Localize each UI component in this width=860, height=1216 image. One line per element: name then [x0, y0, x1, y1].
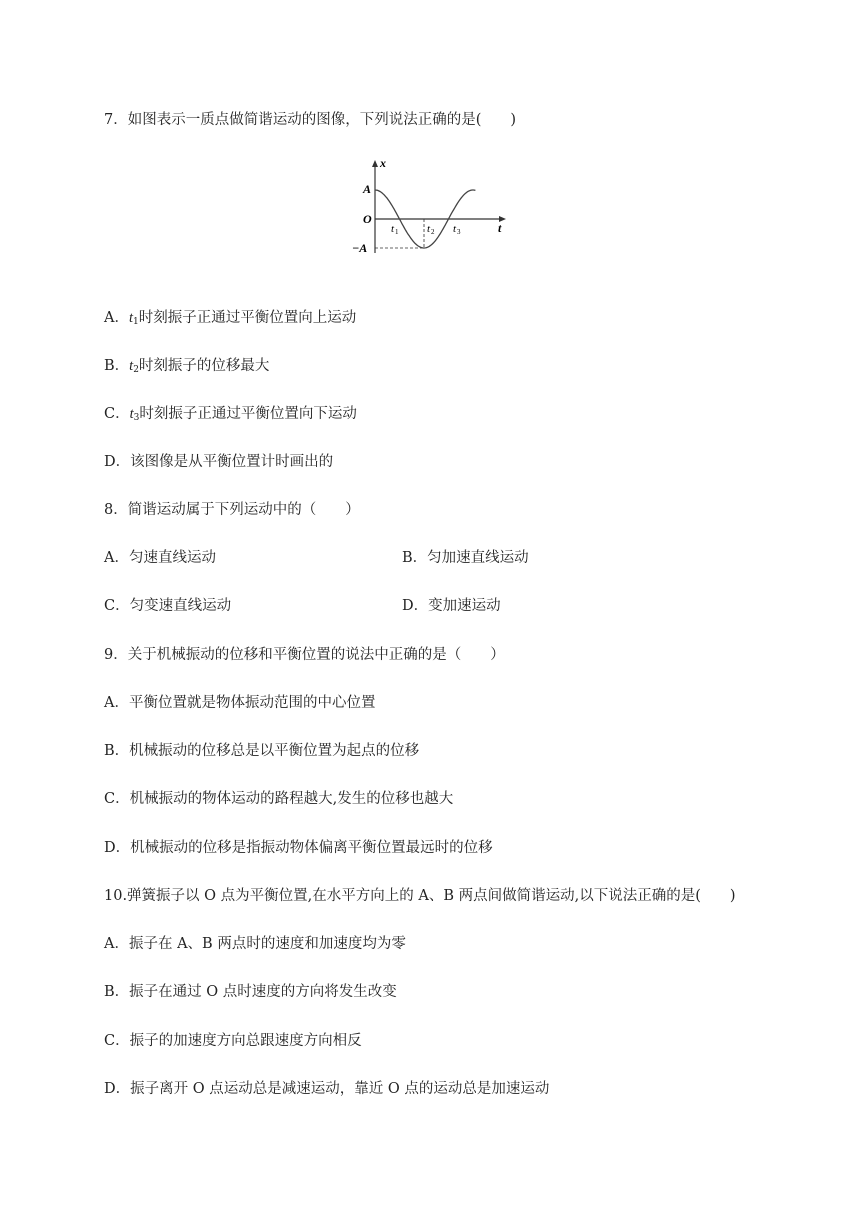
q8-option-b: B．匀加速直线运动 — [402, 550, 529, 566]
neg-amplitude-label: −A — [352, 241, 368, 255]
q7-stem: 7．如图表示一质点做简谐运动的图像，下列说法正确的是( ) — [104, 112, 517, 128]
q7-option-d: D．该图像是从平衡位置计时画出的 — [104, 454, 334, 470]
q9-option-b: B．机械振动的位移总是以平衡位置为起点的位移 — [104, 743, 420, 759]
q8-option-c: C．匀变速直线运动 — [104, 598, 232, 614]
svg-text:t: t — [453, 223, 457, 235]
q8-option-d: D．变加速运动 — [402, 598, 501, 614]
q9-option-d: D．机械振动的位移是指振动物体偏离平衡位置最远时的位移 — [104, 840, 493, 856]
q10-option-c: C．振子的加速度方向总跟速度方向相反 — [104, 1033, 362, 1049]
x-axis-label: t — [498, 221, 502, 235]
t3-label — [453, 223, 461, 236]
q10-option-a: A．振子在 A、B 两点时的速度和加速度均为零 — [104, 936, 406, 952]
q10-option-b: B．振子在通过 O 点时速度的方向将发生改变 — [104, 984, 397, 1000]
q9-option-a: A．平衡位置就是物体振动范围的中心位置 — [104, 695, 376, 711]
origin-label: O — [363, 212, 372, 226]
svg-text:2: 2 — [431, 228, 435, 236]
svg-text:t: t — [391, 223, 395, 235]
svg-text:t: t — [427, 223, 431, 235]
q7-vibration-graph — [350, 158, 510, 268]
q10-stem: 10.弹簧振子以 O 点为平衡位置,在水平方向上的 A、B 两点间做简谐运动,以下说法正确的是( ) — [104, 888, 736, 904]
q9-option-c: C．机械振动的物体运动的路程越大,发生的位移也越大 — [104, 791, 454, 807]
svg-text:3: 3 — [457, 228, 461, 236]
q10-option-d: D．振子离开 O 点运动总是减速运动，靠近 O 点的运动总是加速运动 — [104, 1081, 550, 1097]
t2-label — [427, 223, 435, 236]
y-axis-label: x — [380, 158, 386, 170]
svg-text:1: 1 — [395, 228, 399, 236]
q8-option-a: A．匀速直线运动 — [104, 550, 216, 566]
q7-option-a: A．$t_1$时刻振子正通过平衡位置向上运动 — [104, 310, 357, 327]
q7-option-b: B．$t_2$时刻振子的位移最大 — [104, 358, 270, 375]
q7-option-c: C．$t_3$时刻振子正通过平衡位置向下运动 — [104, 406, 357, 423]
y-axis-arrow-icon — [372, 160, 378, 167]
amplitude-label: A — [363, 182, 372, 196]
q9-stem: 9．关于机械振动的位移和平衡位置的说法中正确的是（ ） — [104, 647, 505, 663]
q8-stem: 8．简谐运动属于下列运动中的（ ） — [104, 502, 360, 518]
t1-label — [391, 223, 399, 236]
